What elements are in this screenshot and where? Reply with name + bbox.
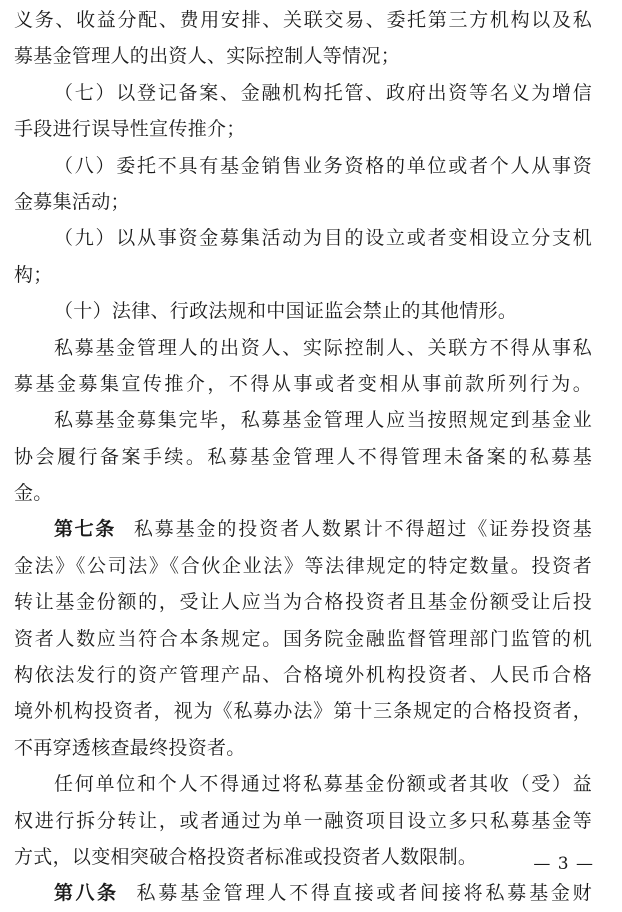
text-line: （八）委托不具有基金销售业务资格的单位或者个人从事资 — [54, 154, 592, 177]
text-line: 境外机构投资者，视为《私募办法》第十三条规定的合格投资者， — [14, 700, 592, 723]
text-line: 金。 — [14, 482, 53, 505]
text-line: 权进行拆分转让，或者通过为单一融资项目设立多只私募基金等 — [14, 809, 592, 832]
text-line — [14, 511, 592, 547]
text-line: 私募基金募集完毕，私募基金管理人应当按照规定到基金业 — [54, 409, 592, 432]
text-line: 募基金管理人的出资人、实际控制人等情况； — [14, 45, 401, 68]
text-line: 方式，以变相突破合格投资者标准或投资者人数限制。 — [14, 845, 478, 868]
text-line: （十）法律、行政法规和中国证监会禁止的其他情形。 — [54, 300, 518, 323]
text-line: 义务、收益分配、费用安排、关联交易、委托第三方机构以及私 — [14, 9, 592, 31]
text-line: 转让基金份额的，受让人应当为合格投资者且基金份额受让后投 — [14, 591, 592, 614]
article-text: 私募基金的投资者人数累计不得超过《证券投资基 — [133, 518, 592, 541]
text-line: 金法》《公司法》《合伙企业法》等法律规定的特定数量。投资者 — [14, 554, 592, 577]
text-line — [14, 875, 592, 911]
text-line: 构依法发行的资产管理产品、合格境外机构投资者、人民币合格 — [14, 664, 592, 687]
text-line: 金募集活动； — [14, 190, 130, 213]
article-title: 第八条 — [54, 882, 119, 905]
text-line: 手段进行误导性宣传推介； — [14, 118, 246, 141]
text-line: 资者人数应当符合本条规定。国务院金融监督管理部门监管的机 — [14, 627, 592, 650]
document-body — [14, 2, 592, 912]
text-line: 募基金募集宣传推介，不得从事或者变相从事前款所列行为。 — [14, 372, 592, 395]
text-line: 不再穿透核查最终投资者。 — [14, 736, 246, 759]
article-title: 第七条 — [54, 518, 116, 541]
text-line: 任何单位和个人不得通过将私募基金份额或者其收（受）益 — [54, 773, 592, 796]
text-line: 协会履行备案手续。私募基金管理人不得管理未备案的私募基 — [14, 445, 592, 468]
page-number: — 3 — — [533, 854, 594, 874]
text-line: （九）以从事资金募集活动为目的设立或者变相设立分支机 — [54, 227, 592, 250]
text-line: （七）以登记备案、金融机构托管、政府出资等名义为增信 — [54, 81, 592, 104]
article-text: 私募基金管理人不得直接或者间接将私募基金财 — [136, 882, 592, 905]
text-line: 私募基金管理人的出资人、实际控制人、关联方不得从事私 — [54, 336, 592, 359]
text-line: 构； — [14, 263, 53, 286]
